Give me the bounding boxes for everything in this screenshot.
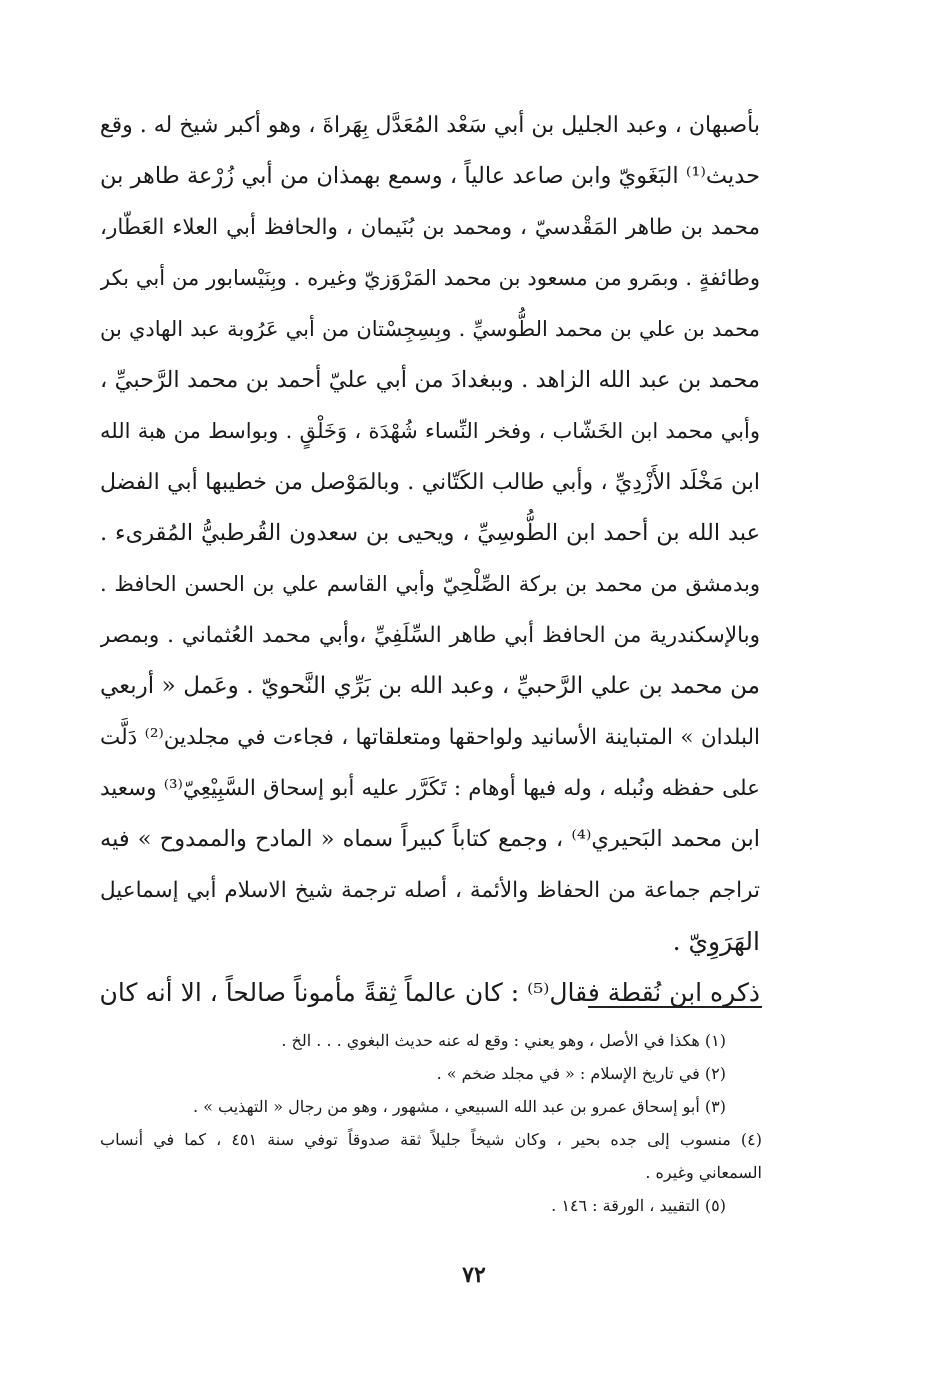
footnote-3: (٣) أبو إسحاق عمرو بن عبد الله السبيعي ، مشهور ، وهو من رجال « التهذيب » . xyxy=(192,1097,726,1116)
text-line-16: تراجم جماعة من الحفاظ والأئمة ، أصله ترجمة شيخ الاسلام أبي إسماعيل xyxy=(100,878,760,903)
footnote-divider xyxy=(588,1006,762,1008)
text-line-2: حديث⁽¹⁾ البَغَويّ وابن صاعد عالياً ، وسمع بهمذان من أبي زُرْعة طاهر بن xyxy=(100,163,760,189)
footnote-2: (٢) في تاريخ الإسلام : « في مجلد ضخم » . xyxy=(436,1064,726,1083)
text-line-13: البلدان » المتباينة الأسانيد ولواحقها ومتعلقاتها ، فجاءت في مجلدين⁽²⁾ دَلَّت xyxy=(100,725,760,750)
text-line-17: الهَرَوِيّ . xyxy=(672,927,760,956)
footnote-1: (١) هكذا في الأصل ، وهو يعني : وقع له عنه حديث البغوي . . . الخ . xyxy=(281,1031,726,1050)
text-line-6: محمد بن عبد الله الزاهد . وببغدادَ من أبي عليّ أحمد بن محمد الرَّحبيِّ ، xyxy=(100,367,760,393)
text-line-12: من محمد بن علي الرَّحبيِّ ، وعبد الله بن بَرِّي النَّحويّ . وعَمل « أربعي xyxy=(100,673,760,699)
text-line-4: وطائفةٍ . وبمَرو من مسعود بن محمد المَرْوَزيّ وغيره . وبِنَيْسابور من أبي بكر xyxy=(100,266,760,290)
text-line-10: وبدمشق من محمد بن بركة الصِّلْحِيّ وأبي القاسم علي بن الحسن الحافظ . xyxy=(100,572,760,596)
text-line-9: عبد الله بن أحمد ابن الطُّوسِيِّ ، ويحيى بن سعدون القُرطبيُّ المُقرىء . xyxy=(100,520,760,546)
text-line-3: محمد بن طاهر المَقْدسيّ ، ومحمد بن بُنَيمان ، والحافظ أبي العلاء العَطّار، xyxy=(100,215,760,240)
page-number: ٧٢ xyxy=(462,1262,486,1288)
text-line-5: محمد بن علي بن محمد الطُّوسيِّ . وبِسِجِسْتان من أبي عَرُوبة عبد الهادي بن xyxy=(100,317,760,341)
text-line-11: وبالإسكندرية من الحافظ أبي طاهر السِّلَفِيِّ ،وأبي محمد العُثماني . وبمصر xyxy=(100,623,760,648)
text-line-7: وأبي محمد ابن الخَشّاب ، وفخر النِّساء شُهْدَة ، وَخَلْقٍ . وبواسط من هبة الله xyxy=(100,419,760,443)
footnote-5: (٥) التقييد ، الورقة : ١٤٦ . xyxy=(551,1196,726,1215)
footnotes xyxy=(100,1024,762,1222)
footnote-4-continued: السمعاني وغيره . xyxy=(645,1163,762,1182)
text-line-1: بأصبهان ، وعبد الجليل بن أبي سَعْد المُعَدَّل بِهَراةَ ، وهو أكبر شيخ له . وقع xyxy=(100,113,760,138)
footnote-4: (٤) منسوب إلى جده بحير ، وكان شيخاً جليلاً ثقة صدوقاً توفي سنة ٤٥١ ، كما في أنساب xyxy=(100,1130,762,1149)
text-line-8: ابن مَخْلَد الأَزْدِيِّ ، وأبي طالب الكَتّاني . وبالمَوْصل من خطيبها أبي الفضل xyxy=(100,470,760,495)
text-line-14: على حفظه ونُبله ، وله فيها أوهام : تَكَرَّر عليه أبو إسحاق السَّبِيْعِيّ⁽³⁾ وسعيد xyxy=(100,776,760,801)
body-text xyxy=(100,100,760,1018)
text-line-18: ذكره ابن نُقطة فقال⁽⁵⁾ : كان عالماً ثِقةً مأموناً صالحاً ، الا أنه كان xyxy=(100,978,760,1007)
text-line-15: ابن محمد البَحيري⁽⁴⁾ ، وجمع كتاباً كبيراً سماه « المادح والممدوح » فيه xyxy=(100,826,760,852)
